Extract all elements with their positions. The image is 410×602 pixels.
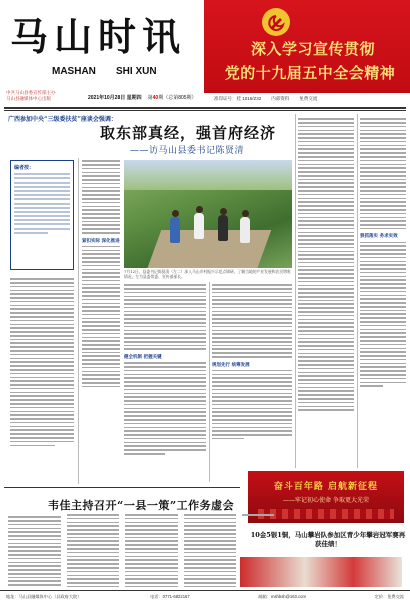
- section-heading: 规划先行 统筹发展: [212, 362, 250, 368]
- footer-email: 邮箱：mshbsh@163.com: [258, 594, 306, 599]
- lead-subhead: ——访马山县委书记陈贤清: [130, 146, 245, 156]
- lead-headline[interactable]: 取东部真经，强首府经济: [100, 124, 277, 142]
- body-column-1: [10, 276, 74, 484]
- editor-note: [10, 160, 74, 270]
- meta-item: 免费交流: [299, 96, 318, 101]
- footer-phone: 电话：0771-6822167: [150, 594, 190, 599]
- promo-line-2: ——牢记初心使命 争取更大光荣: [283, 497, 369, 504]
- footer-address: 地址：马山县融媒体中心（县政府大院）: [6, 594, 82, 599]
- divider: [4, 110, 406, 111]
- issue-label: 第: [147, 95, 153, 101]
- divider: [4, 107, 406, 109]
- meta-item: 内部资料: [271, 96, 290, 101]
- section-heading: 紧扣实际 深化推进: [82, 238, 120, 244]
- story3-headline[interactable]: 10金5银1铜，马山攀岩队参加区青少年攀岩冠军赛再获佳绩！: [250, 531, 406, 548]
- meta-right: [214, 96, 317, 102]
- publisher-line: 马山县融媒体中心出版: [6, 96, 51, 101]
- issue-suffix: 期（总第805期）: [158, 95, 197, 101]
- party-emblem-icon: [262, 8, 290, 36]
- body-column-5: [298, 116, 354, 468]
- body-column-3: [124, 282, 206, 482]
- body-column-2: [82, 158, 120, 484]
- story2-body: [8, 514, 236, 588]
- body-column-4: [212, 282, 292, 468]
- issue-num: 40: [152, 95, 159, 101]
- column-rule: [78, 158, 79, 484]
- banner-line-2: 党的十九届五中全会精神: [224, 64, 396, 82]
- column-rule: [295, 114, 296, 468]
- issue-number: [148, 94, 197, 101]
- meta-item: 准印证号：桂 1016/Z32: [214, 96, 262, 101]
- lead-kicker: 广西参加中央“三级委扶贫”座谈会强调：: [8, 116, 117, 123]
- lead-photo[interactable]: [124, 160, 292, 268]
- divider: [4, 487, 240, 488]
- column-rule: [357, 114, 358, 468]
- column-rule: [209, 282, 210, 482]
- section-heading: 健全机制 把握关键: [124, 355, 162, 361]
- footer-price: 定价：免费交流: [374, 594, 404, 599]
- issue-date: 2021年10月28日 星期四: [88, 95, 142, 101]
- story3-photo[interactable]: [240, 557, 402, 587]
- slogan-banner: [204, 0, 410, 93]
- photo-caption: 7月12日，县委书记陈贤清（左二）深入马山乡村振兴示范点调研，了解当地的产业发展和农民增收情况，左为县委常委、宣传部部长。: [124, 269, 291, 279]
- footer: [0, 590, 410, 602]
- issue-info: [88, 94, 197, 101]
- publisher-line: 中共马山县委宣传部主办: [6, 90, 56, 95]
- editor-note-text: [14, 173, 70, 234]
- body-column-6: [360, 116, 406, 468]
- story2-headline[interactable]: 韦佳主持召开“一县一策”工作务虚会: [48, 499, 235, 512]
- newspaper-logo: 马山时讯: [10, 14, 187, 59]
- promo-line-1: 奋斗百年路 启航新征程: [273, 482, 379, 492]
- logo-en-left: MASHAN: [52, 66, 96, 77]
- publisher-lines: [6, 90, 56, 102]
- editor-note-title: 编者按：: [14, 165, 35, 171]
- logo-en-right: SHI XUN: [116, 66, 157, 77]
- section-heading: 狠抓落实 务求实效: [360, 234, 398, 240]
- banner-line-1: 深入学习宣传贯彻: [250, 40, 375, 58]
